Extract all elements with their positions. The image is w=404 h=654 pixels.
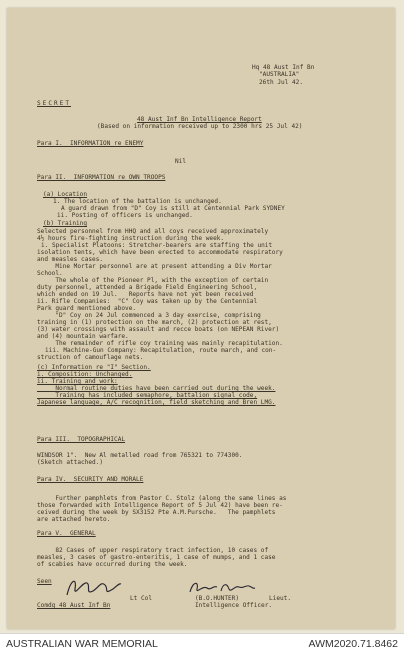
report-subtitle: (Based on information received up to 2300 hrs 25 Jul 42) [97, 123, 303, 130]
colonel-signature-icon [63, 575, 123, 601]
training-line: (3) water crossings with assault and recce boats (on NEPEAN River) [37, 326, 280, 333]
training-heading: (b) Training [43, 220, 88, 227]
para3-line: WINDSOR 1". New Al metalled road from 765321 to 774300. [37, 452, 243, 459]
training-line: and (4) mountain warfare. [37, 333, 129, 340]
location-line: A guard drawn from "D" Coy is still at Centennial Park SYDNEY [61, 205, 285, 212]
location-line: 1. The location of the battalion is unchanged. [53, 198, 222, 205]
para1-body: Nil [175, 158, 187, 165]
training-line: isolation tents, which have been erected to accommodate respiratory [37, 249, 283, 256]
para2-heading: Para II. INFORMATION re OWN TROOPS [37, 174, 166, 181]
para1-heading: Para I. INFORMATION re ENEMY [37, 140, 144, 147]
para5-heading: Para V. GENERAL [37, 530, 96, 537]
location-line: ii. Posting of officers is unchanged. [57, 212, 193, 219]
para4-line: those forwarded with Intelligence Report of 5 Jul 42) have been re- [37, 502, 283, 509]
training-line: which ended on 19 Jul. Reports have not yet been received [37, 291, 254, 298]
training-line: training in (1) protection on the march, (2) protection at rest, [37, 319, 272, 326]
training-line: Selected personnel from HHQ and all coys received approximately [37, 228, 269, 235]
training-line: Normal routine duties have been carried out during the week. [37, 385, 276, 392]
training-line: duty personnel, attended a Brigade Field Engineering School, [37, 284, 258, 291]
header-line-2: "AUSTRALIA" [259, 71, 300, 78]
classification: SECRET [37, 100, 72, 107]
report-title: 48 Aust Inf Bn Intelligence Report [137, 116, 262, 123]
para5-line: measles, 3 cases of gastro-enteritis, 1 case of mumps, and 1 case [37, 554, 276, 561]
training-line: Park guard mentioned above. [37, 305, 137, 312]
training-line: Japanese language, A/C recognition, field sketching and Bren LMG. [37, 399, 276, 406]
officer-name: (B.O.HUNTER) [195, 595, 240, 602]
training-line: Mine Mortar personnel are at present attending a Div Mortar [37, 263, 272, 270]
training-line: struction of camouflage nets. [37, 354, 144, 361]
training-line: (c) Information re "I" Section. [37, 364, 151, 371]
para4-line: are attached hereto. [37, 516, 111, 523]
document-page [7, 8, 395, 629]
training-line: iii. Machine-Gun Company: Recapitulation, route march, and con- [45, 347, 277, 354]
training-line: and measles cases. [37, 256, 104, 263]
para5-line: 82 Cases of upper respiratory tract infection, 10 cases of [37, 547, 269, 554]
training-line: Training has included semaphore, battalion signal code, [37, 392, 258, 399]
para3-line: (Sketch attached.) [37, 459, 104, 466]
officer-rank: Lieut. [269, 595, 292, 602]
footer-bar [0, 633, 404, 654]
training-line: School. [37, 270, 63, 277]
footer-source: AUSTRALIAN WAR MEMORIAL [6, 638, 158, 650]
colonel-title: Comdg 48 Aust Inf Bn [37, 602, 111, 609]
header-line-3: 26th Jul 42. [259, 79, 304, 86]
colonel-rank: Lt Col [130, 595, 153, 602]
seen-label: Seen [37, 578, 52, 585]
training-line: The remainder of rifle coy training was mainly recapitulation. [37, 340, 283, 347]
training-line: "D" Coy on 24 Jul commenced a 3 day exercise, comprising [37, 312, 261, 319]
training-line: i. Specialist Platoons: Stretcher-bearers are staffing the unit [41, 242, 273, 249]
training-line: ii. Rifle Companies: "C" Coy was taken up by the Centennial [37, 298, 258, 305]
para4-line: ceived during the week by SX3152 Pte A.M.Pursche. The pamphlets [37, 509, 276, 516]
training-line: ii. Training and work: [37, 378, 118, 385]
training-line: 4½ hours fire-fighting instruction during the week. [37, 235, 225, 242]
training-line: The whole of the Pioneer Pl, with the exception of certain [37, 277, 269, 284]
officer-title: Intelligence Officer. [195, 602, 273, 609]
footer-reference: AWM2020.71.8462 [308, 638, 398, 650]
para4-line: Further pamphlets from Pastor C. Stolz (along the same lines as [37, 495, 287, 502]
para3-heading: Para III. TOPOGRAPHICAL [37, 436, 126, 443]
location-heading: (a) Location [43, 191, 88, 198]
para4-heading: Para IV. SECURITY AND MORALE [37, 476, 144, 483]
header-line-1: Hq 48 Aust Inf Bn [252, 64, 315, 71]
training-line: i. Composition: Unchanged. [37, 371, 133, 378]
para5-line: of scabies have occurred during the week. [37, 561, 188, 568]
